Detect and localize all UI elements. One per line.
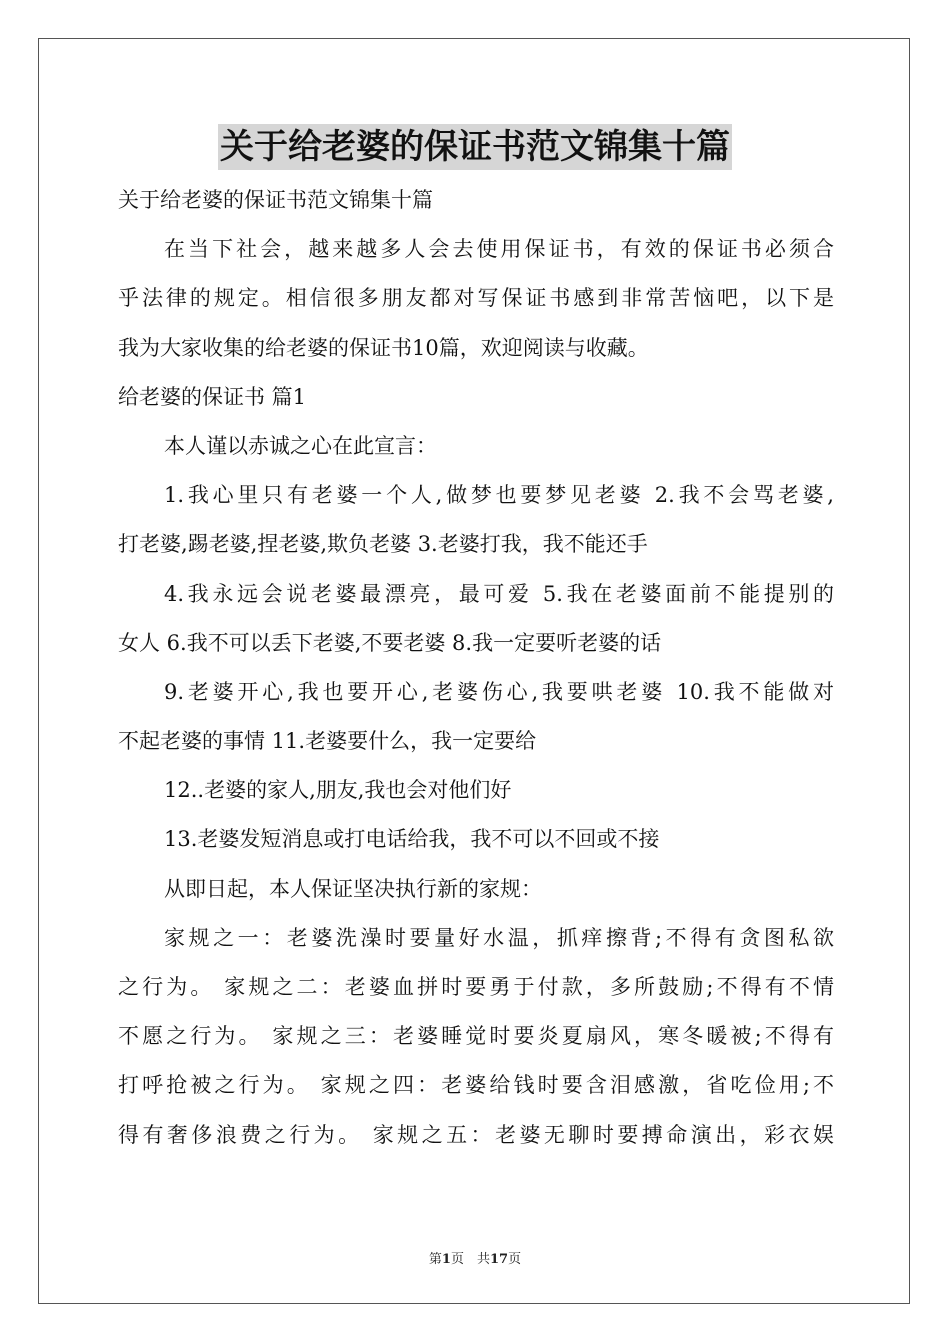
paragraph-line: 女人 6.我不可以丢下老婆,不要老婆 8.我一定要听老婆的话 [118,630,662,655]
paragraph-line: 不愿之行为。 家规之三：老婆睡觉时要炎夏扇风，寒冬暖被;不得有 [118,1024,834,1049]
paragraph-line: 从即日起，本人保证坚决执行新的家规： [164,876,542,901]
footer-suffix: 页 [508,1252,522,1267]
current-page-number: 1 [441,1252,451,1267]
section-heading: 给老婆的保证书 篇1 [118,384,307,409]
paragraph-line: 打呼抢被之行为。 家规之四：老婆给钱时要含泪感激，省吃俭用;不 [118,1073,834,1098]
paragraph-line: 在当下社会，越来越多人会去使用保证书，有效的保证书必须合 [164,237,834,262]
paragraph-line: 乎法律的规定。相信很多朋友都对写保证书感到非常苦恼吧，以下是 [118,286,834,311]
page-footer [0,1248,950,1267]
paragraph-line: 不起老婆的事情 11.老婆要什么，我一定要给 [118,729,537,754]
title-wrap [0,124,950,170]
paragraph-line: 4.我永远会说老婆最漂亮，最可爱 5.我在老婆面前不能提别的 [164,581,834,606]
document-body [118,176,834,1160]
paragraph-line: 我为大家收集的给老婆的保证书10篇，欢迎阅读与收藏。 [118,335,649,360]
document-title: 关于给老婆的保证书范文锦集十篇 [218,124,732,170]
paragraph-line: 9.老婆开心,我也要开心,老婆伤心,我要哄老婆 10.我不能做对 [164,679,834,704]
paragraph-line: 12..老婆的家人,朋友,我也会对他们好 [164,778,512,803]
paragraph-line: 本人谨以赤诚之心在此宣言： [164,433,437,458]
paragraph-line: 13.老婆发短消息或打电话给我，我不可以不回或不接 [164,827,660,852]
paragraph-line: 1.我心里只有老婆一个人,做梦也要梦见老婆 2.我不会骂老婆, [164,483,834,508]
paragraph-line: 之行为。 家规之二：老婆血拼时要勇于付款，多所鼓励;不得有不情 [118,975,834,999]
paragraph-line: 得有奢侈浪费之行为。 家规之五：老婆无聊时要搏命演出，彩衣娱 [118,1122,834,1147]
footer-mid: 页 共 [450,1252,490,1267]
footer-prefix: 第 [428,1252,442,1267]
paragraph-line: 家规之一：老婆洗澡时要量好水温，抓痒擦背;不得有贪图私欲 [164,925,834,950]
total-pages-number: 17 [489,1252,509,1267]
paragraph-line: 打老婆,踢老婆,捏老婆,欺负老婆 3.老婆打我，我不能还手 [118,532,648,557]
subtitle-line: 关于给老婆的保证书范文锦集十篇 [118,188,433,212]
